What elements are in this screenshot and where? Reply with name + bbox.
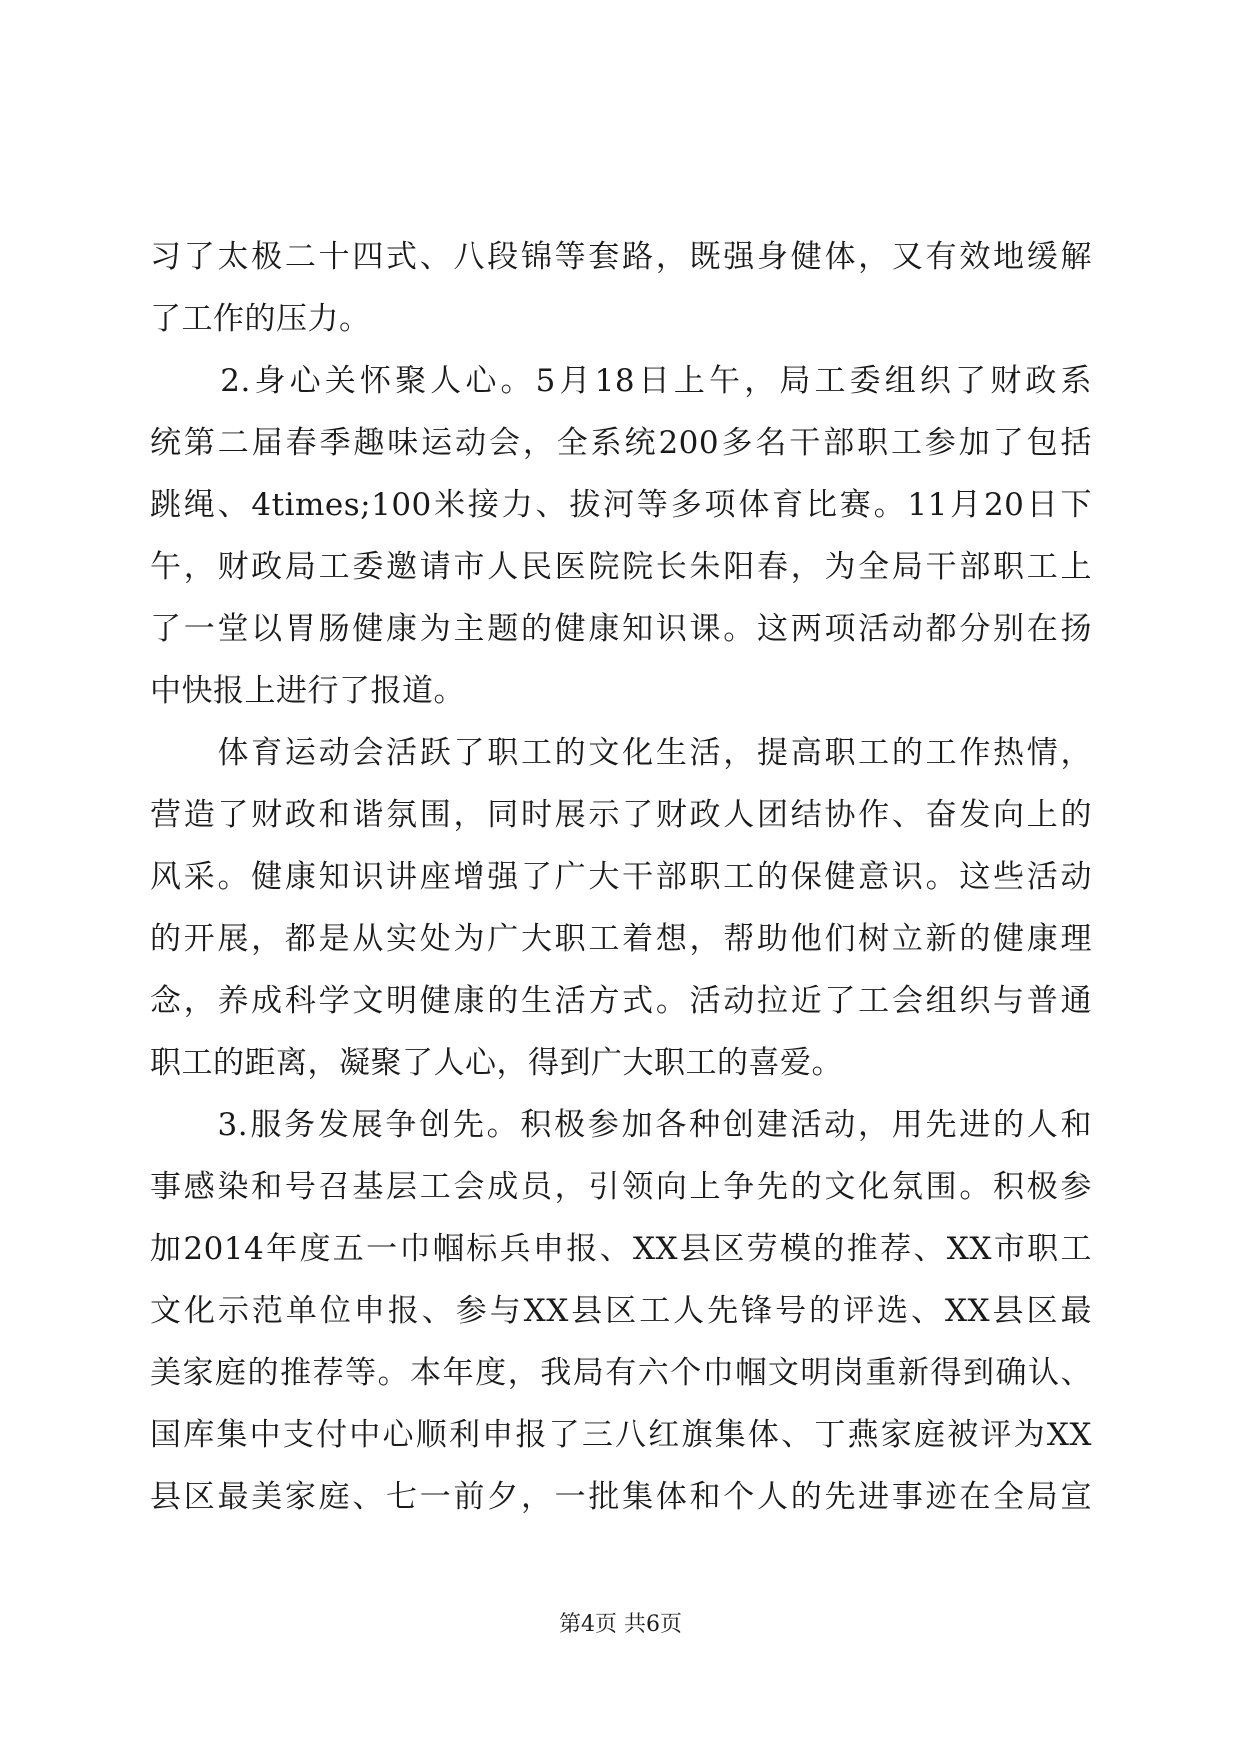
text-line: 的开展，都是从实处为广大职工着想，帮助他们树立新的健康理 (150, 921, 1092, 957)
text-line: 国库集中支付中心顺利申报了三八红旗集体、丁燕家庭被评为XX (150, 1417, 1092, 1453)
text-line: 了工作的压力。 (150, 301, 371, 337)
text-line: 了一堂以胃肠健康为主题的健康知识课。这两项活动都分别在扬 (150, 611, 1092, 647)
text-line: 3.服务发展争创先。积极参加各种创建活动，用先进的人和 (150, 1107, 1092, 1143)
text-line: 念，养成科学文明健康的生活方式。活动拉近了工会组织与普通 (150, 983, 1092, 1019)
text-line: 事感染和号召基层工会成员，引领向上争先的文化氛围。积极参 (150, 1169, 1092, 1205)
text-line: 中快报上进行了报道。 (150, 673, 465, 709)
text-line: 县区最美家庭、七一前夕，一批集体和个人的先进事迹在全局宣 (150, 1479, 1092, 1515)
text-line: 职工的距离，凝聚了人心，得到广大职工的喜爱。 (150, 1045, 843, 1081)
text-line: 体育运动会活跃了职工的文化生活，提高职工的工作热情， (150, 735, 1092, 771)
page-number-footer: 第4页 共6页 (559, 1612, 682, 1637)
text-line: 加2014年度五一巾帼标兵申报、XX县区劳模的推荐、XX市职工 (150, 1231, 1092, 1267)
text-line: 跳绳、4times;100米接力、拔河等多项体育比赛。11月20日下 (150, 487, 1092, 523)
text-line: 习了太极二十四式、八段锦等套路，既强身健体，又有效地缓解 (150, 239, 1092, 275)
text-line: 午，财政局工委邀请市人民医院院长朱阳春，为全局干部职工上 (150, 549, 1092, 585)
text-line: 风采。健康知识讲座增强了广大干部职工的保健意识。这些活动 (150, 859, 1092, 895)
text-line: 统第二届春季趣味运动会，全系统200多名干部职工参加了包括 (150, 425, 1092, 461)
text-line: 营造了财政和谐氛围，同时展示了财政人团结协作、奋发向上的 (150, 797, 1092, 833)
text-line: 2.身心关怀聚人心。5月18日上午，局工委组织了财政系 (150, 363, 1092, 399)
text-line: 文化示范单位申报、参与XX县区工人先锋号的评选、XX县区最 (150, 1293, 1092, 1329)
text-line: 美家庭的推荐等。本年度，我局有六个巾帼文明岗重新得到确认、 (150, 1355, 1092, 1391)
document-body (150, 226, 1092, 1528)
